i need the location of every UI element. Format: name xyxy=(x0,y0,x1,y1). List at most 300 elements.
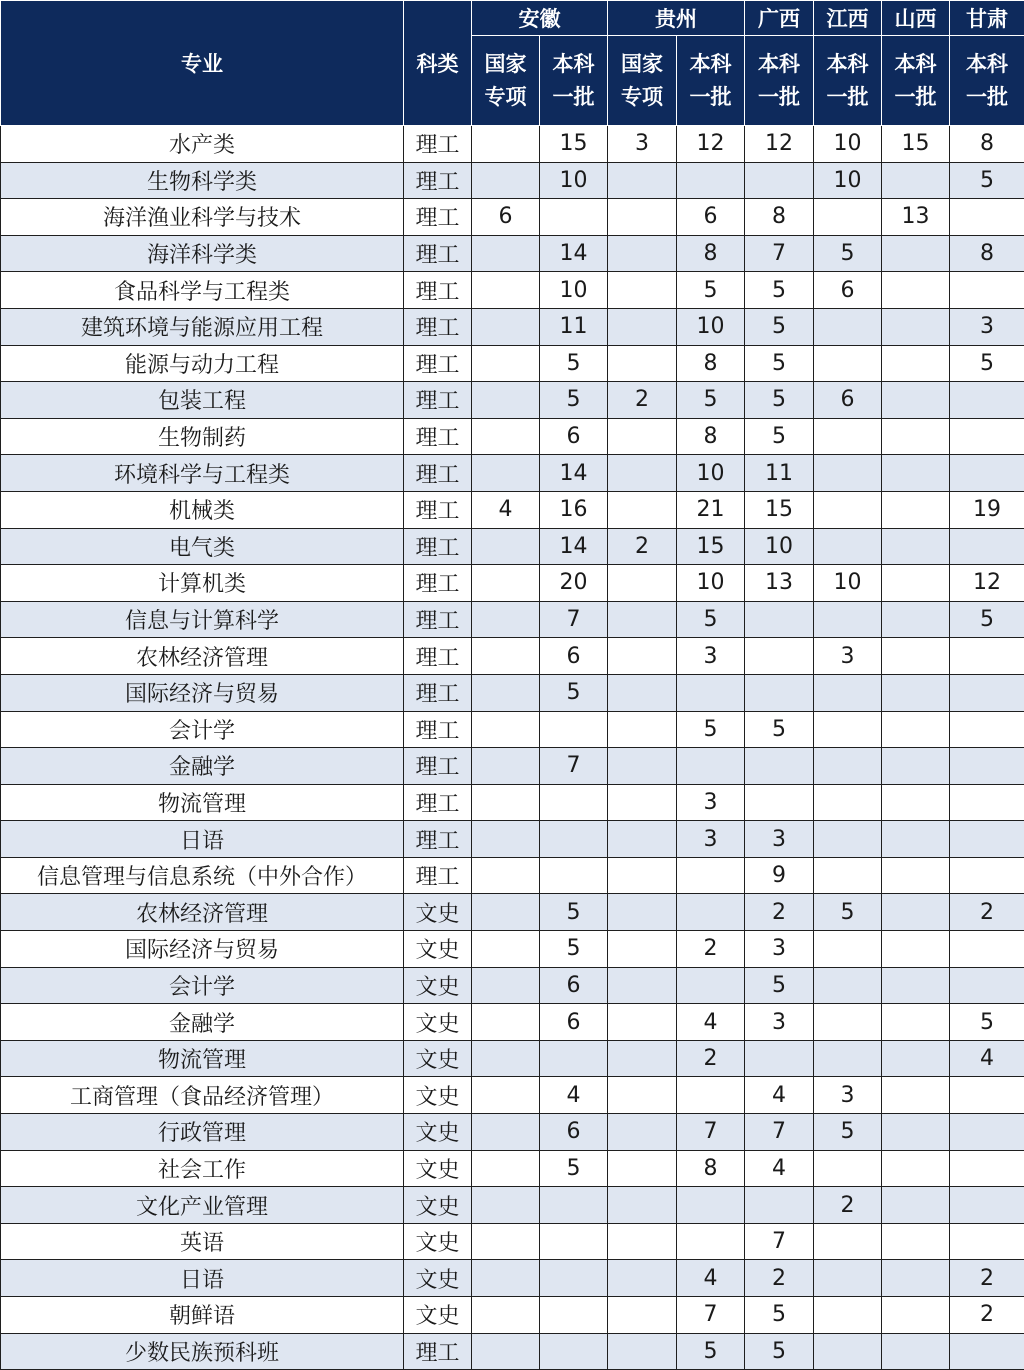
table-row xyxy=(1,674,1024,711)
major-cell: 食品科学与工程类 xyxy=(1,272,404,309)
quota-cell: 7 xyxy=(745,235,814,272)
quota-cell xyxy=(472,1260,540,1297)
quota-cell xyxy=(882,345,950,382)
major-cell: 文化产业管理 xyxy=(1,1187,404,1224)
major-cell: 行政管理 xyxy=(1,1114,404,1151)
quota-cell xyxy=(814,1040,882,1077)
major-cell: 环境科学与工程类 xyxy=(1,455,404,492)
province-header: 安徽 xyxy=(472,1,608,36)
quota-cell xyxy=(882,491,950,528)
subcolumn-header xyxy=(814,36,882,126)
table-row xyxy=(1,1114,1024,1151)
table-row xyxy=(1,565,1024,602)
quota-cell xyxy=(950,821,1024,858)
major-cell: 金融学 xyxy=(1,1004,404,1041)
quota-cell: 3 xyxy=(677,638,745,675)
category-cell: 文史 xyxy=(404,931,472,968)
quota-cell: 7 xyxy=(540,748,608,785)
quota-cell xyxy=(950,272,1024,309)
quota-cell xyxy=(882,748,950,785)
quota-cell: 5 xyxy=(677,382,745,419)
category-cell: 理工 xyxy=(404,382,472,419)
quota-cell xyxy=(882,967,950,1004)
quota-cell xyxy=(882,1040,950,1077)
quota-cell xyxy=(814,199,882,236)
quota-cell: 11 xyxy=(540,308,608,345)
table-row xyxy=(1,126,1024,163)
category-cell: 理工 xyxy=(404,784,472,821)
major-cell: 日语 xyxy=(1,821,404,858)
quota-cell: 5 xyxy=(814,894,882,931)
quota-cell xyxy=(882,1114,950,1151)
quota-cell: 6 xyxy=(540,418,608,455)
subcolumn-header xyxy=(882,36,950,126)
table-row xyxy=(1,821,1024,858)
quota-cell xyxy=(745,748,814,785)
quota-cell: 5 xyxy=(540,345,608,382)
category-cell: 理工 xyxy=(404,601,472,638)
category-cell: 理工 xyxy=(404,528,472,565)
quota-cell xyxy=(472,528,540,565)
quota-cell xyxy=(814,345,882,382)
quota-cell xyxy=(814,418,882,455)
province-header: 山西 xyxy=(882,1,950,36)
subcolumn-header xyxy=(677,36,745,126)
quota-cell xyxy=(472,638,540,675)
quota-cell xyxy=(608,455,677,492)
quota-cell xyxy=(472,1004,540,1041)
quota-cell: 5 xyxy=(540,382,608,419)
major-cell: 国际经济与贸易 xyxy=(1,931,404,968)
quota-cell xyxy=(608,638,677,675)
category-cell: 理工 xyxy=(404,638,472,675)
quota-cell: 6 xyxy=(814,382,882,419)
quota-cell xyxy=(608,162,677,199)
quota-cell: 2 xyxy=(950,1260,1024,1297)
quota-cell: 6 xyxy=(540,967,608,1004)
quota-cell: 8 xyxy=(677,418,745,455)
major-cell: 农林经济管理 xyxy=(1,638,404,675)
quota-cell xyxy=(882,1150,950,1187)
quota-cell xyxy=(814,857,882,894)
quota-cell: 6 xyxy=(540,1004,608,1041)
category-cell: 理工 xyxy=(404,455,472,492)
quota-cell: 4 xyxy=(950,1040,1024,1077)
quota-cell: 7 xyxy=(745,1223,814,1260)
quota-cell: 2 xyxy=(677,931,745,968)
quota-cell xyxy=(608,235,677,272)
quota-cell xyxy=(950,638,1024,675)
quota-cell: 6 xyxy=(540,1114,608,1151)
quota-cell xyxy=(882,272,950,309)
quota-cell: 20 xyxy=(540,565,608,602)
quota-cell: 5 xyxy=(814,235,882,272)
subcolumn-header-line: 本科 xyxy=(745,48,813,81)
quota-cell xyxy=(608,748,677,785)
quota-cell: 4 xyxy=(540,1077,608,1114)
quota-cell: 2 xyxy=(814,1187,882,1224)
quota-cell xyxy=(950,1114,1024,1151)
quota-cell: 8 xyxy=(677,345,745,382)
quota-cell xyxy=(882,382,950,419)
quota-cell xyxy=(608,1040,677,1077)
major-cell: 电气类 xyxy=(1,528,404,565)
quota-cell xyxy=(814,967,882,1004)
quota-cell: 13 xyxy=(882,199,950,236)
table-row xyxy=(1,528,1024,565)
quota-cell: 5 xyxy=(950,1004,1024,1041)
category-cell: 文史 xyxy=(404,1040,472,1077)
quota-cell xyxy=(540,711,608,748)
category-cell: 文史 xyxy=(404,967,472,1004)
subcolumn-header-line: 本科 xyxy=(677,48,744,81)
quota-cell: 10 xyxy=(540,272,608,309)
subcolumn-header-line: 国家 xyxy=(472,48,539,81)
quota-cell: 10 xyxy=(814,126,882,163)
major-cell: 信息与计算科学 xyxy=(1,601,404,638)
major-cell: 能源与动力工程 xyxy=(1,345,404,382)
quota-cell xyxy=(608,1333,677,1370)
quota-cell xyxy=(608,821,677,858)
quota-cell xyxy=(882,1333,950,1370)
quota-cell xyxy=(472,418,540,455)
quota-cell: 3 xyxy=(814,1077,882,1114)
province-header: 广西 xyxy=(745,1,814,36)
quota-cell: 2 xyxy=(950,1297,1024,1334)
quota-cell xyxy=(540,1187,608,1224)
quota-cell xyxy=(882,1223,950,1260)
quota-cell: 2 xyxy=(950,894,1024,931)
quota-cell: 13 xyxy=(745,565,814,602)
table-row xyxy=(1,711,1024,748)
quota-cell: 5 xyxy=(677,711,745,748)
quota-cell xyxy=(882,1297,950,1334)
quota-cell xyxy=(677,1223,745,1260)
quota-cell xyxy=(608,1260,677,1297)
quota-cell xyxy=(745,1040,814,1077)
subcolumn-header xyxy=(608,36,677,126)
major-cell: 包装工程 xyxy=(1,382,404,419)
quota-cell: 5 xyxy=(745,345,814,382)
category-cell: 理工 xyxy=(404,674,472,711)
quota-cell xyxy=(608,1223,677,1260)
major-cell: 水产类 xyxy=(1,126,404,163)
quota-cell: 5 xyxy=(540,931,608,968)
category-cell: 理工 xyxy=(404,126,472,163)
quota-cell xyxy=(882,674,950,711)
province-header: 甘肃 xyxy=(950,1,1024,36)
quota-cell xyxy=(608,967,677,1004)
quota-cell: 4 xyxy=(745,1150,814,1187)
category-cell: 理工 xyxy=(404,345,472,382)
quota-cell xyxy=(472,1297,540,1334)
quota-cell xyxy=(472,894,540,931)
major-cell: 建筑环境与能源应用工程 xyxy=(1,308,404,345)
quota-cell: 12 xyxy=(745,126,814,163)
major-cell: 信息管理与信息系统（中外合作） xyxy=(1,857,404,894)
quota-cell xyxy=(882,1187,950,1224)
quota-cell: 3 xyxy=(608,126,677,163)
quota-cell xyxy=(814,1004,882,1041)
quota-cell xyxy=(472,784,540,821)
category-cell: 理工 xyxy=(404,1333,472,1370)
quota-cell xyxy=(472,674,540,711)
quota-cell xyxy=(814,1297,882,1334)
table-row xyxy=(1,931,1024,968)
major-header: 专业 xyxy=(1,1,404,126)
quota-cell xyxy=(608,711,677,748)
table-row xyxy=(1,967,1024,1004)
subcolumn-header-line: 本科 xyxy=(950,48,1024,81)
major-cell: 朝鲜语 xyxy=(1,1297,404,1334)
quota-cell xyxy=(608,1114,677,1151)
quota-cell: 3 xyxy=(745,821,814,858)
quota-cell xyxy=(472,857,540,894)
quota-cell xyxy=(882,711,950,748)
quota-cell: 16 xyxy=(540,491,608,528)
category-cell: 文史 xyxy=(404,1297,472,1334)
table-row xyxy=(1,382,1024,419)
category-cell: 理工 xyxy=(404,162,472,199)
quota-cell: 7 xyxy=(540,601,608,638)
major-cell: 国际经济与贸易 xyxy=(1,674,404,711)
quota-cell xyxy=(882,857,950,894)
subcolumn-header xyxy=(540,36,608,126)
quota-cell xyxy=(814,601,882,638)
quota-cell xyxy=(814,711,882,748)
quota-cell xyxy=(677,162,745,199)
major-cell: 农林经济管理 xyxy=(1,894,404,931)
quota-cell xyxy=(472,931,540,968)
quota-cell: 6 xyxy=(540,638,608,675)
quota-cell xyxy=(950,455,1024,492)
quota-cell xyxy=(745,1187,814,1224)
table-row xyxy=(1,748,1024,785)
major-cell: 金融学 xyxy=(1,748,404,785)
category-header: 科类 xyxy=(404,1,472,126)
quota-cell: 3 xyxy=(745,1004,814,1041)
quota-cell: 8 xyxy=(745,199,814,236)
category-cell: 理工 xyxy=(404,272,472,309)
quota-cell xyxy=(950,1187,1024,1224)
quota-cell: 10 xyxy=(677,565,745,602)
subcolumn-header-line: 专项 xyxy=(472,81,539,114)
quota-cell xyxy=(608,931,677,968)
quota-cell xyxy=(950,1223,1024,1260)
quota-cell: 5 xyxy=(950,601,1024,638)
quota-cell: 5 xyxy=(745,711,814,748)
subcolumn-header xyxy=(472,36,540,126)
quota-cell xyxy=(540,1297,608,1334)
subcolumn-header-line: 一批 xyxy=(677,81,744,114)
quota-cell xyxy=(608,491,677,528)
quota-cell: 11 xyxy=(745,455,814,492)
quota-cell: 5 xyxy=(745,967,814,1004)
quota-cell xyxy=(608,345,677,382)
quota-cell xyxy=(882,1077,950,1114)
quota-cell xyxy=(950,674,1024,711)
quota-cell: 5 xyxy=(745,308,814,345)
quota-cell xyxy=(608,418,677,455)
quota-cell xyxy=(882,894,950,931)
table-row xyxy=(1,601,1024,638)
category-cell: 理工 xyxy=(404,711,472,748)
quota-cell xyxy=(608,601,677,638)
quota-cell: 19 xyxy=(950,491,1024,528)
table-row xyxy=(1,857,1024,894)
quota-cell: 10 xyxy=(745,528,814,565)
quota-cell xyxy=(540,1333,608,1370)
major-cell: 物流管理 xyxy=(1,1040,404,1077)
quota-cell xyxy=(745,638,814,675)
table-header xyxy=(1,1,1024,126)
quota-cell xyxy=(814,491,882,528)
quota-cell xyxy=(472,1077,540,1114)
subcolumn-header-line: 专项 xyxy=(608,81,676,114)
subcolumn-header xyxy=(950,36,1024,126)
quota-cell: 6 xyxy=(472,199,540,236)
quota-cell xyxy=(814,1150,882,1187)
table-row xyxy=(1,1150,1024,1187)
quota-cell xyxy=(814,1260,882,1297)
table-row xyxy=(1,1297,1024,1334)
quota-cell xyxy=(608,1077,677,1114)
quota-cell: 10 xyxy=(814,565,882,602)
table-body xyxy=(1,126,1024,1370)
quota-cell: 21 xyxy=(677,491,745,528)
major-cell: 海洋科学类 xyxy=(1,235,404,272)
quota-cell xyxy=(472,235,540,272)
quota-cell: 6 xyxy=(677,199,745,236)
category-cell: 文史 xyxy=(404,1187,472,1224)
quota-cell xyxy=(814,1223,882,1260)
quota-cell xyxy=(472,162,540,199)
quota-cell xyxy=(814,931,882,968)
quota-cell xyxy=(745,601,814,638)
quota-cell xyxy=(608,308,677,345)
major-cell: 工商管理（食品经济管理） xyxy=(1,1077,404,1114)
table-row xyxy=(1,162,1024,199)
quota-cell: 3 xyxy=(677,821,745,858)
major-cell: 社会工作 xyxy=(1,1150,404,1187)
quota-cell: 9 xyxy=(745,857,814,894)
major-cell: 生物制药 xyxy=(1,418,404,455)
table-row xyxy=(1,1333,1024,1370)
quota-cell xyxy=(745,674,814,711)
quota-cell xyxy=(472,126,540,163)
quota-cell xyxy=(608,784,677,821)
quota-cell xyxy=(814,748,882,785)
quota-cell: 3 xyxy=(745,931,814,968)
quota-cell xyxy=(950,1333,1024,1370)
table-row xyxy=(1,491,1024,528)
quota-cell: 4 xyxy=(677,1260,745,1297)
category-cell: 理工 xyxy=(404,418,472,455)
quota-cell xyxy=(608,272,677,309)
quota-cell xyxy=(814,528,882,565)
table-row xyxy=(1,272,1024,309)
quota-cell: 4 xyxy=(745,1077,814,1114)
province-header: 贵州 xyxy=(608,1,745,36)
quota-cell xyxy=(540,1260,608,1297)
quota-cell xyxy=(745,784,814,821)
quota-cell: 3 xyxy=(814,638,882,675)
quota-cell xyxy=(608,857,677,894)
category-cell: 理工 xyxy=(404,308,472,345)
category-cell: 理工 xyxy=(404,199,472,236)
quota-cell: 5 xyxy=(745,1333,814,1370)
quota-cell xyxy=(472,1114,540,1151)
quota-cell: 15 xyxy=(677,528,745,565)
quota-cell: 2 xyxy=(608,382,677,419)
quota-cell xyxy=(472,601,540,638)
quota-cell xyxy=(882,528,950,565)
quota-cell xyxy=(677,967,745,1004)
quota-cell xyxy=(882,308,950,345)
quota-cell xyxy=(950,528,1024,565)
quota-cell: 15 xyxy=(540,126,608,163)
quota-cell: 5 xyxy=(540,674,608,711)
quota-cell xyxy=(608,1004,677,1041)
quota-cell xyxy=(472,455,540,492)
quota-cell: 2 xyxy=(745,1260,814,1297)
quota-cell: 3 xyxy=(677,784,745,821)
category-cell: 文史 xyxy=(404,1223,472,1260)
quota-cell xyxy=(814,308,882,345)
category-cell: 理工 xyxy=(404,235,472,272)
quota-cell: 3 xyxy=(950,308,1024,345)
quota-cell: 14 xyxy=(540,235,608,272)
major-cell: 英语 xyxy=(1,1223,404,1260)
quota-cell xyxy=(472,382,540,419)
quota-cell: 5 xyxy=(745,272,814,309)
quota-cell xyxy=(472,1333,540,1370)
quota-cell xyxy=(608,1187,677,1224)
quota-cell: 8 xyxy=(950,126,1024,163)
quota-cell: 5 xyxy=(950,162,1024,199)
table-row xyxy=(1,1223,1024,1260)
quota-cell xyxy=(950,418,1024,455)
quota-cell: 14 xyxy=(540,455,608,492)
major-cell: 计算机类 xyxy=(1,565,404,602)
subcolumn-header-line: 国家 xyxy=(608,48,676,81)
quota-cell xyxy=(882,455,950,492)
quota-cell xyxy=(950,199,1024,236)
quota-cell xyxy=(950,784,1024,821)
quota-cell: 15 xyxy=(745,491,814,528)
major-cell: 物流管理 xyxy=(1,784,404,821)
quota-cell xyxy=(472,272,540,309)
major-cell: 海洋渔业科学与技术 xyxy=(1,199,404,236)
quota-cell xyxy=(950,931,1024,968)
quota-cell xyxy=(882,565,950,602)
subcolumn-header-line: 本科 xyxy=(814,48,881,81)
category-cell: 文史 xyxy=(404,1077,472,1114)
subcolumn-header xyxy=(745,36,814,126)
quota-cell: 4 xyxy=(472,491,540,528)
table-row xyxy=(1,308,1024,345)
quota-cell: 5 xyxy=(540,1150,608,1187)
quota-cell: 10 xyxy=(677,308,745,345)
quota-cell xyxy=(882,601,950,638)
quota-cell: 6 xyxy=(814,272,882,309)
quota-cell xyxy=(882,784,950,821)
quota-cell xyxy=(608,1297,677,1334)
quota-cell xyxy=(950,967,1024,1004)
quota-cell: 7 xyxy=(745,1114,814,1151)
quota-cell xyxy=(950,711,1024,748)
quota-cell: 10 xyxy=(540,162,608,199)
